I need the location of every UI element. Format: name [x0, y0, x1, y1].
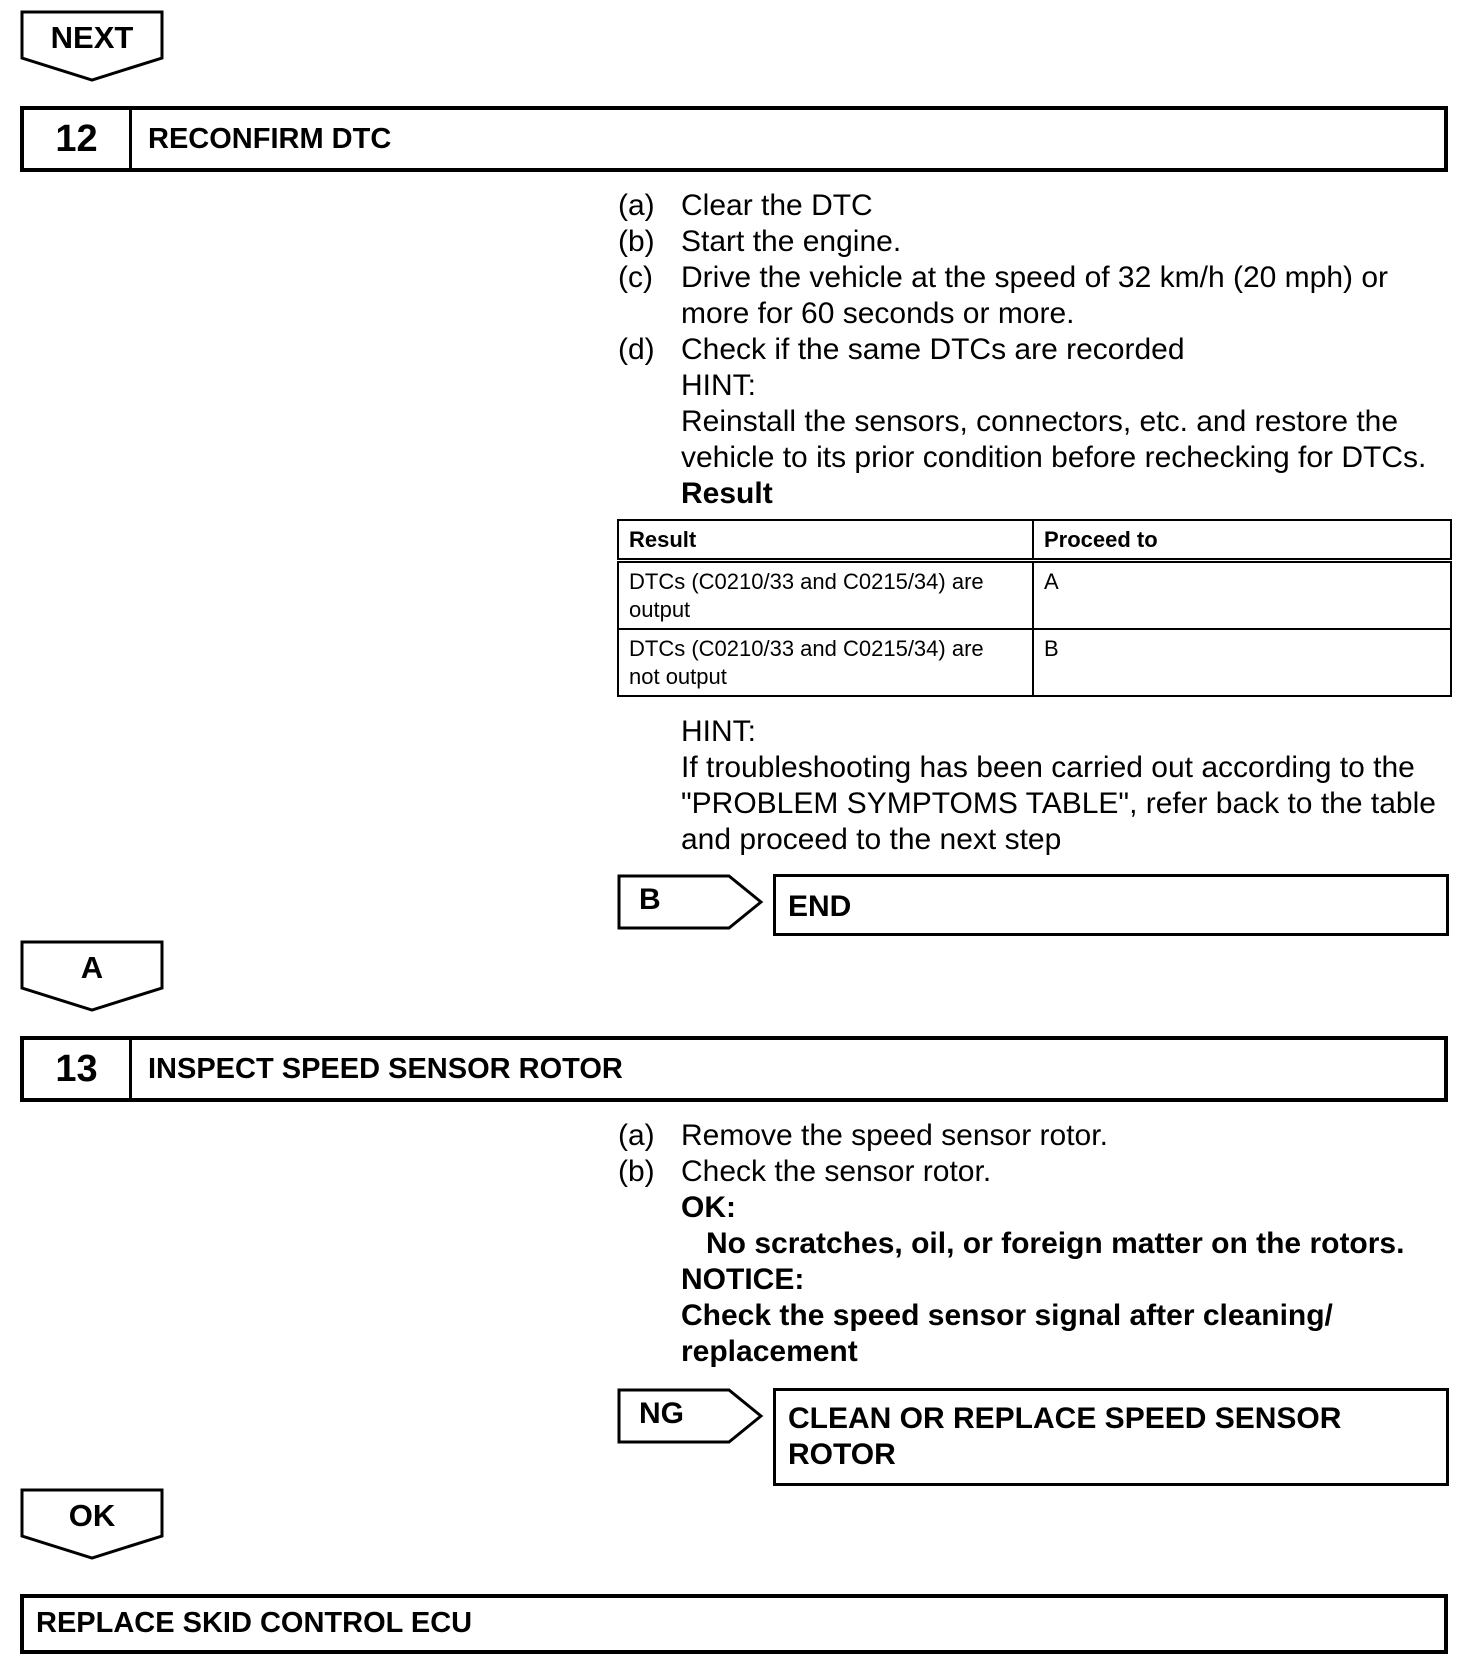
list-item: [618, 332, 1458, 512]
ok-arrow-label: OK: [68, 1498, 116, 1533]
result-cell: [618, 629, 1033, 696]
result-cell-line: DTCs (C0210/33 and C0215/34) are: [629, 636, 984, 661]
branch-b-arrow: [617, 874, 765, 930]
list-item: [618, 224, 1458, 260]
ok-text: No scratches, oil, or foreign matter on the rotors.: [706, 1227, 1405, 1260]
hint-line: "PROBLEM SYMPTOMS TABLE", refer back to the table: [681, 787, 1436, 820]
end-box: [773, 874, 1449, 936]
item-marker: (b): [618, 1155, 655, 1188]
a-label: A: [80, 950, 104, 985]
step-12-header: [20, 106, 1448, 172]
list-item: [618, 260, 1458, 332]
next-label: NEXT: [50, 20, 134, 55]
step-12-title: RECONFIRM DTC: [148, 123, 392, 155]
hint-line: Reinstall the sensors, connectors, etc. and restore the: [681, 405, 1399, 438]
notice-line: replacement: [681, 1335, 858, 1368]
list-item: [618, 1118, 1458, 1154]
result-cell: [618, 561, 1033, 630]
result-cell-line: DTCs (C0210/33 and C0215/34) are: [629, 569, 984, 594]
item-text: Clear the DTC: [681, 189, 873, 222]
result-table: [617, 519, 1452, 697]
ok-label: OK:: [681, 1191, 736, 1224]
column-header-proceed: Proceed to: [1033, 520, 1451, 561]
item-text: Remove the speed sensor rotor.: [681, 1119, 1108, 1152]
clean-replace-box: [773, 1388, 1449, 1486]
step-13-title: INSPECT SPEED SENSOR ROTOR: [148, 1053, 623, 1085]
table-header-row: [618, 520, 1451, 561]
next-arrow: [20, 10, 164, 82]
step-12-number: 12: [24, 110, 132, 168]
result-label: Result: [681, 477, 773, 510]
end-label: END: [788, 890, 852, 923]
hint-line: vehicle to its prior condition before rechecking for DTCs.: [681, 441, 1427, 474]
hint-line: and proceed to the next step: [681, 823, 1062, 856]
item-marker: (a): [618, 1119, 655, 1152]
final-action-label: REPLACE SKID CONTROL ECU: [36, 1607, 473, 1639]
item-text: Start the engine.: [681, 225, 902, 258]
item-marker: (d): [618, 333, 655, 366]
hint-label: HINT:: [681, 369, 756, 402]
final-action-box: [20, 1594, 1448, 1654]
a-arrow: [20, 940, 164, 1012]
clean-replace-line: CLEAN OR REPLACE SPEED SENSOR: [788, 1402, 1342, 1435]
step-12-hint: [681, 714, 1472, 858]
list-item: [618, 188, 1458, 224]
item-text: Drive the vehicle at the speed of 32 km/h (20 mph) or: [681, 261, 1389, 294]
ok-arrow: [20, 1488, 164, 1560]
notice-label: NOTICE:: [681, 1263, 805, 1296]
item-marker: (a): [618, 189, 655, 222]
step-12-instructions: [618, 188, 1458, 512]
branch-ng-arrow: [617, 1388, 765, 1444]
branch-b-label: B: [639, 883, 661, 916]
step-13-instructions: [618, 1118, 1458, 1370]
table-row: [618, 629, 1451, 696]
result-cell-line: output: [629, 597, 691, 622]
step-13-header: [20, 1036, 1448, 1102]
table-row: [618, 561, 1451, 630]
hint-label: HINT:: [681, 715, 756, 748]
step-13-number: 13: [24, 1040, 132, 1098]
branch-ng-label: NG: [639, 1397, 684, 1430]
hint-line: If troubleshooting has been carried out according to the: [681, 751, 1415, 784]
column-header-result: Result: [618, 520, 1033, 561]
item-text-continued: more for 60 seconds or more.: [681, 297, 1075, 330]
proceed-cell: A: [1033, 561, 1451, 630]
notice-line: Check the speed sensor signal after cleaning/: [681, 1299, 1333, 1332]
item-marker: (c): [618, 261, 653, 294]
proceed-cell: B: [1033, 629, 1451, 696]
item-marker: (b): [618, 225, 655, 258]
clean-replace-line: ROTOR: [788, 1438, 896, 1471]
list-item: [618, 1154, 1458, 1370]
item-text: Check the sensor rotor.: [681, 1155, 992, 1188]
item-text: Check if the same DTCs are recorded: [681, 333, 1185, 366]
result-cell-line: not output: [629, 664, 727, 689]
